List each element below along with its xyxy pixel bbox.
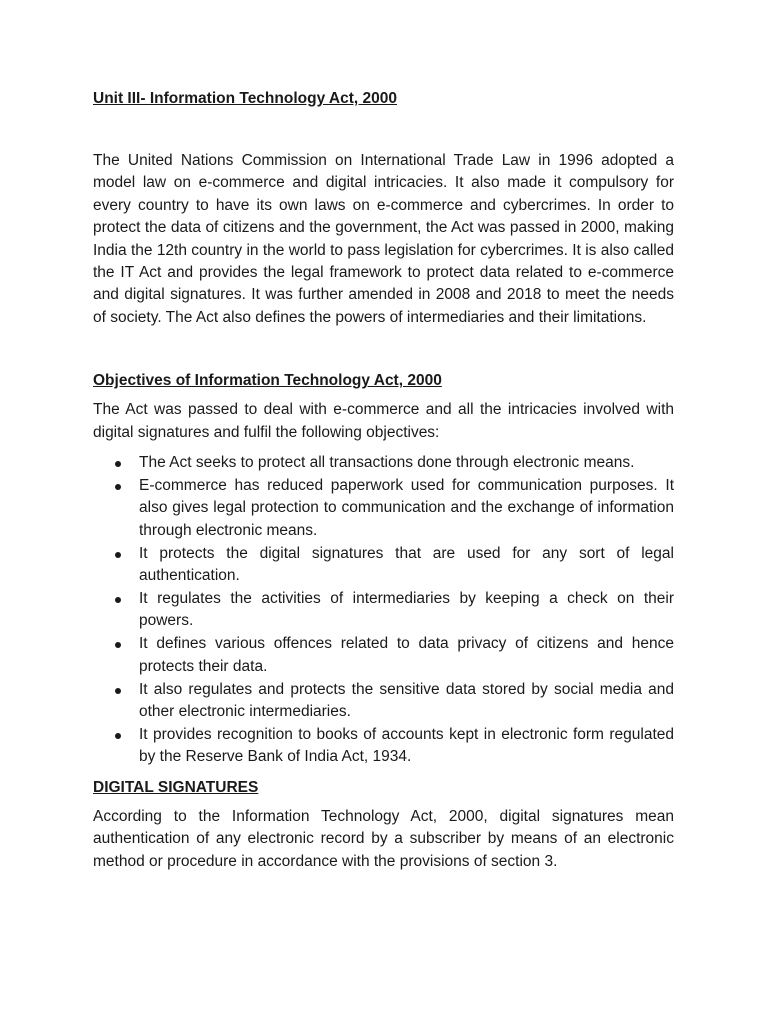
objectives-intro-paragraph: The Act was passed to deal with e-commerce and all the intricacies involved with digital signatures and fulfil the following objectives: (93, 401, 674, 441)
intro-paragraph: The United Nations Commission on International Trade Law in 1996 adopted a model law on e-commerce and digital intricacies. It also made it compulsory for every country to have its own laws on e-commerce and cybercrimes. In order to protect the data of citizens and the government, the Act was passed in 2000, making India the 12th country in the world to pass legislation for cybercrimes. It is also called the IT Act and provides the legal framework to protect data related to e-commerce and digital signatures. It was further amended in 2008 and 2018 to meet the needs of society. The Act also defines the powers of intermediaries and their limitations. (93, 152, 674, 326)
list-item (93, 724, 674, 769)
document-page (93, 88, 674, 873)
list-item-text: It protects the digital signatures that are used for any sort of legal authentication. (139, 544, 674, 585)
objectives-list (93, 452, 674, 769)
digital-signatures-paragraph: According to the Information Technology Act, 2000, digital signatures mean authentication of any electronic record by a subscriber by means of an electronic method or procedure in accordance with the provisions of section 3. (93, 807, 674, 870)
bullet-icon (115, 733, 121, 739)
list-item (93, 543, 674, 588)
bullet-icon (115, 597, 121, 603)
list-item (93, 679, 674, 724)
bullet-icon (115, 552, 121, 558)
list-item-text: E-commerce has reduced paperwork used for communication purposes. It also gives legal protection to communication and the exchange of information through electronic means. (139, 476, 674, 539)
bullet-icon (115, 688, 121, 694)
list-item-text: The Act seeks to protect all transactions done through electronic means. (139, 454, 635, 472)
list-item-text: It provides recognition to books of accounts kept in electronic form regulated by the Reserve Bank of India Act, 1934. (139, 725, 674, 766)
list-item-text: It regulates the activities of intermediaries by keeping a check on their powers. (139, 590, 674, 630)
bullet-icon (115, 461, 121, 467)
digital-signatures-heading: DIGITAL SIGNATURES (93, 778, 259, 796)
list-item-text: It also regulates and protects the sensitive data stored by social media and other electronic intermediaries. (139, 680, 674, 721)
bullet-icon (115, 484, 121, 490)
list-item (93, 633, 674, 678)
list-item (93, 452, 674, 474)
bullet-icon (115, 642, 121, 648)
list-item (93, 475, 674, 542)
document-title: Unit III- Information Technology Act, 2000 (93, 90, 397, 107)
objectives-heading: Objectives of Information Technology Act, 2000 (93, 372, 442, 390)
list-item (93, 588, 674, 633)
list-item-text: It defines various offences related to data privacy of citizens and hence protects their data. (139, 635, 674, 675)
